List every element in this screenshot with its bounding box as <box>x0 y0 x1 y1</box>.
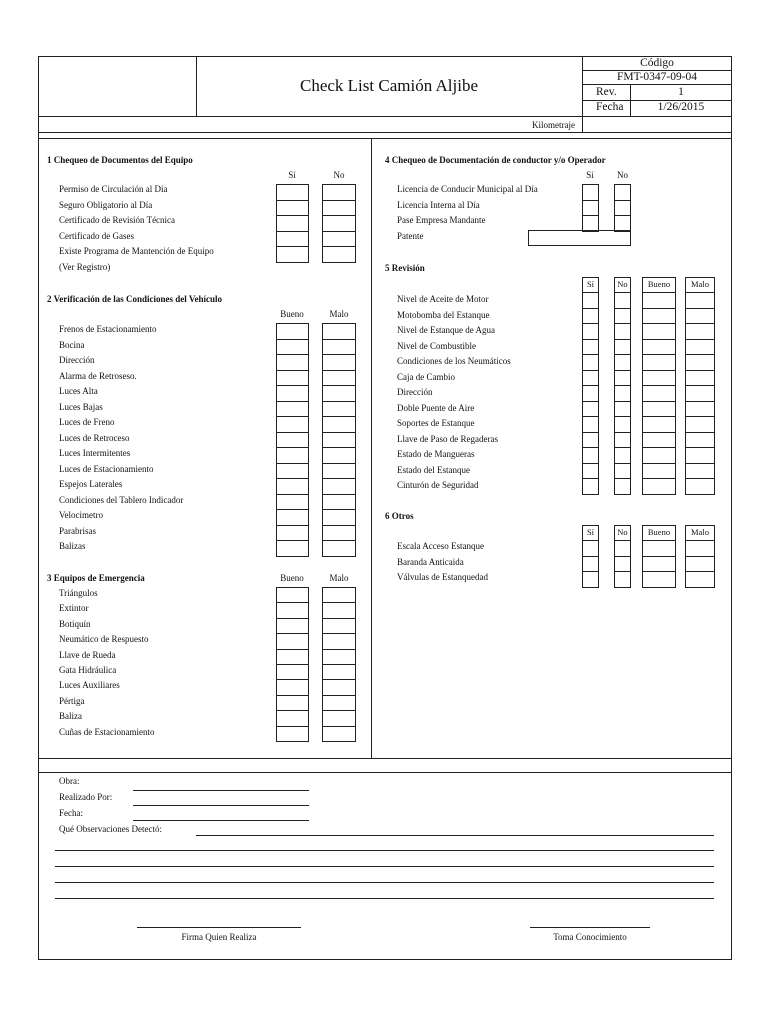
s3-item: Gata Hidráulica <box>59 665 117 675</box>
s3-bueno-checkbox[interactable] <box>276 710 309 726</box>
s2-bueno-checkbox[interactable] <box>276 354 309 371</box>
s1-item: Certificado de Revisión Técnica <box>59 215 176 225</box>
s6-no-checkbox[interactable] <box>614 556 631 573</box>
s1-si-checkbox[interactable] <box>276 246 309 263</box>
s5-bueno-checkbox[interactable] <box>642 339 676 356</box>
s5-no-checkbox[interactable] <box>614 323 631 340</box>
s5-bueno-checkbox[interactable] <box>642 401 676 418</box>
s3-malo-checkbox[interactable] <box>322 695 356 711</box>
s5-malo-checkbox[interactable] <box>685 308 715 325</box>
s2-item: Balizas <box>59 541 86 551</box>
s5-bueno-checkbox[interactable] <box>642 308 676 325</box>
s5-bueno-checkbox[interactable] <box>642 354 676 371</box>
s5-item: Cinturón de Seguridad <box>397 480 479 490</box>
s2-item: Bocina <box>59 339 85 350</box>
s5-si-checkbox[interactable] <box>582 292 599 309</box>
s6-bueno-checkbox[interactable] <box>642 556 676 573</box>
s5-malo-checkbox[interactable] <box>685 416 715 433</box>
s2-item: Velocimetro <box>59 510 103 520</box>
s5-bueno-checkbox[interactable] <box>642 447 676 464</box>
fecha-footer-label: Fecha: <box>59 808 83 818</box>
s5-no-checkbox[interactable] <box>614 401 631 418</box>
s5-item: Doble Puente de Aire <box>397 402 475 413</box>
firma-label: Firma Quien Realiza <box>181 932 257 942</box>
observaciones-line-5[interactable] <box>55 898 714 899</box>
s4-col-no: No <box>617 170 628 180</box>
s1-col-no: No <box>333 170 345 180</box>
section-1-title: 1 Chequeo de Documentos del Equipo <box>47 155 193 165</box>
s5-item: Estado de Mangueras <box>397 449 475 459</box>
s5-si-checkbox[interactable] <box>582 478 599 495</box>
s3-malo-checkbox[interactable] <box>322 649 356 665</box>
s2-malo-checkbox[interactable] <box>322 401 356 418</box>
s2-malo-checkbox[interactable] <box>322 416 356 433</box>
s1-no-checkbox[interactable] <box>322 215 356 232</box>
s2-malo-checkbox[interactable] <box>322 432 356 449</box>
s1-item: Existe Programa de Mantención de Equipo <box>59 246 214 256</box>
observaciones-line-4[interactable] <box>55 882 714 883</box>
s3-malo-checkbox[interactable] <box>322 618 356 634</box>
s5-no-checkbox[interactable] <box>614 478 631 495</box>
s5-malo-checkbox[interactable] <box>685 463 715 480</box>
s6-si-checkbox[interactable] <box>582 556 599 573</box>
s2-item: Luces de Freno <box>59 417 115 427</box>
kilometraje-divider <box>582 116 583 132</box>
body-top-rule <box>38 138 732 139</box>
kilometraje-label: Kilometraje <box>532 120 575 130</box>
s2-item: Luces de Retroceso <box>59 432 130 443</box>
s5-col-no: No <box>614 277 631 293</box>
toma-line[interactable] <box>530 927 650 928</box>
s3-item: Neumático de Respuesto <box>59 634 149 645</box>
s5-bueno-checkbox[interactable] <box>642 432 676 449</box>
s3-item: Baliza <box>59 711 82 722</box>
observaciones-label: Qué Observaciones Detectó: <box>59 824 162 834</box>
s1-item: Certificado de Gases <box>59 230 134 241</box>
s5-malo-checkbox[interactable] <box>685 432 715 449</box>
s6-malo-checkbox[interactable] <box>685 556 715 573</box>
s4-no-checkbox[interactable] <box>614 200 631 217</box>
s5-bueno-checkbox[interactable] <box>642 478 676 495</box>
s6-item: Escala Acceso Estanque <box>397 541 484 551</box>
s2-bueno-checkbox[interactable] <box>276 432 309 449</box>
s4-item: Pase Empresa Mandante <box>397 215 486 225</box>
s5-bueno-checkbox[interactable] <box>642 323 676 340</box>
s5-no-checkbox[interactable] <box>614 416 631 433</box>
s5-item: Caja de Cambio <box>397 371 455 382</box>
s5-no-checkbox[interactable] <box>614 432 631 449</box>
s2-bueno-checkbox[interactable] <box>276 478 309 495</box>
s4-item: Licencia de Conducir Municipal al Día <box>397 184 538 194</box>
s5-si-checkbox[interactable] <box>582 308 599 325</box>
s5-si-checkbox[interactable] <box>582 354 599 371</box>
s3-bueno-checkbox[interactable] <box>276 726 309 742</box>
s5-no-checkbox[interactable] <box>614 370 631 387</box>
s3-item: Pértiga <box>59 695 85 706</box>
section-6-title: 6 Otros <box>385 511 414 521</box>
observaciones-line-1[interactable] <box>196 835 714 836</box>
s4-si-checkbox[interactable] <box>582 200 599 217</box>
s3-bueno-checkbox[interactable] <box>276 664 309 680</box>
realizado-label: Realizado Por: <box>59 792 113 802</box>
s3-item: Luces Auxiliares <box>59 680 120 691</box>
s2-malo-checkbox[interactable] <box>322 354 356 371</box>
s3-item: Extintor <box>59 603 89 614</box>
s1-item: Seguro Obligatorio al Día <box>59 199 153 210</box>
s5-malo-checkbox[interactable] <box>685 292 715 309</box>
s5-bueno-checkbox[interactable] <box>642 370 676 387</box>
observaciones-line-3[interactable] <box>55 866 714 867</box>
s2-bueno-checkbox[interactable] <box>276 416 309 433</box>
s3-malo-checkbox[interactable] <box>322 679 356 695</box>
s5-si-checkbox[interactable] <box>582 432 599 449</box>
s5-item: Dirección <box>397 387 433 397</box>
s6-bueno-checkbox[interactable] <box>642 571 676 588</box>
column-divider <box>371 138 372 758</box>
s5-malo-checkbox[interactable] <box>685 339 715 356</box>
s1-si-checkbox[interactable] <box>276 215 309 232</box>
s2-col-malo: Malo <box>329 309 349 319</box>
codigo-label: Código <box>640 57 674 69</box>
s2-item: Luces Bajas <box>59 401 103 412</box>
s6-no-checkbox[interactable] <box>614 540 631 557</box>
s6-col-bueno: Bueno <box>642 525 676 541</box>
s3-bueno-checkbox[interactable] <box>276 618 309 634</box>
s1-item: Permiso de Circulación al Día <box>59 184 168 194</box>
s2-malo-checkbox[interactable] <box>322 447 356 464</box>
s5-item: Nivel de Estanque de Agua <box>397 325 495 335</box>
s5-si-checkbox[interactable] <box>582 339 599 356</box>
s5-item: Condiciones de los Neumáticos <box>397 356 511 366</box>
s2-malo-checkbox[interactable] <box>322 478 356 495</box>
s3-bueno-checkbox[interactable] <box>276 679 309 695</box>
body-bottom-rule <box>38 758 732 759</box>
s2-malo-checkbox[interactable] <box>322 385 356 402</box>
s5-malo-checkbox[interactable] <box>685 323 715 340</box>
s6-si-checkbox[interactable] <box>582 571 599 588</box>
s6-bueno-checkbox[interactable] <box>642 540 676 557</box>
firma-line[interactable] <box>137 927 301 928</box>
s2-malo-checkbox[interactable] <box>322 540 356 557</box>
s2-item: Luces de Estacionamiento <box>59 463 154 474</box>
obra-label: Obra: <box>59 776 80 786</box>
rev-label: Rev. <box>596 86 617 98</box>
section-2-title: 2 Verificación de las Condiciones del Vehículo <box>47 294 223 304</box>
s2-item: Frenos de Estacionamiento <box>59 324 157 334</box>
s6-item: Baranda Anticaida <box>397 556 464 567</box>
s5-col-malo: Malo <box>685 277 715 293</box>
s6-malo-checkbox[interactable] <box>685 571 715 588</box>
s1-col-si: Sí <box>288 170 296 180</box>
section-4-title: 4 Chequeo de Documentación de conductor y/o Operador <box>385 155 606 165</box>
s5-item: Soportes de Estanque <box>397 418 475 428</box>
s2-bueno-checkbox[interactable] <box>276 385 309 402</box>
footer-top-rule <box>38 772 732 773</box>
s3-malo-checkbox[interactable] <box>322 726 356 742</box>
s4-item: Licencia Interna al Día <box>397 199 480 210</box>
s5-si-checkbox[interactable] <box>582 463 599 480</box>
rev-value: 1 <box>678 86 684 98</box>
kilometraje-field[interactable] <box>584 117 730 131</box>
s5-malo-checkbox[interactable] <box>685 354 715 371</box>
s2-bueno-checkbox[interactable] <box>276 525 309 542</box>
s6-no-checkbox[interactable] <box>614 571 631 588</box>
s2-malo-checkbox[interactable] <box>322 323 356 340</box>
s3-bueno-checkbox[interactable] <box>276 602 309 618</box>
toma-label: Toma Conocimiento <box>553 932 627 942</box>
s1-no-checkbox[interactable] <box>322 200 356 217</box>
s3-item: Llave de Rueda <box>59 649 116 660</box>
s5-col-si: Sí <box>582 277 599 293</box>
s3-malo-checkbox[interactable] <box>322 602 356 618</box>
s2-bueno-checkbox[interactable] <box>276 509 309 526</box>
s3-item: Cuñas de Estacionamiento <box>59 726 155 737</box>
s5-no-checkbox[interactable] <box>614 339 631 356</box>
s6-col-no: No <box>614 525 631 541</box>
s6-malo-checkbox[interactable] <box>685 540 715 557</box>
s5-si-checkbox[interactable] <box>582 385 599 402</box>
s6-col-malo: Malo <box>685 525 715 541</box>
fecha-line-1[interactable] <box>133 805 309 806</box>
s2-malo-checkbox[interactable] <box>322 509 356 526</box>
s2-item: Alarma de Retroseso. <box>59 370 137 381</box>
s5-item: Llave de Paso de Regaderas <box>397 433 498 444</box>
s3-bueno-checkbox[interactable] <box>276 695 309 711</box>
s2-bueno-checkbox[interactable] <box>276 463 309 480</box>
s2-bueno-checkbox[interactable] <box>276 540 309 557</box>
s3-bueno-checkbox[interactable] <box>276 587 309 603</box>
s5-no-checkbox[interactable] <box>614 385 631 402</box>
s3-malo-checkbox[interactable] <box>322 710 356 726</box>
s3-malo-checkbox[interactable] <box>322 587 356 603</box>
section-3-title: 3 Equipos de Emergencia <box>47 573 145 583</box>
s5-no-checkbox[interactable] <box>614 354 631 371</box>
s2-item: Espejos Laterales <box>59 479 123 489</box>
s5-malo-checkbox[interactable] <box>685 447 715 464</box>
patente-field[interactable] <box>528 230 631 246</box>
s2-bueno-checkbox[interactable] <box>276 370 309 387</box>
s2-malo-checkbox[interactable] <box>322 525 356 542</box>
s5-bueno-checkbox[interactable] <box>642 416 676 433</box>
s5-no-checkbox[interactable] <box>614 292 631 309</box>
s3-bueno-checkbox[interactable] <box>276 649 309 665</box>
s3-col-malo: Malo <box>329 573 349 583</box>
s5-si-checkbox[interactable] <box>582 370 599 387</box>
s1-no-checkbox[interactable] <box>322 184 356 201</box>
s2-item: Parabrisas <box>59 525 96 536</box>
s5-bueno-checkbox[interactable] <box>642 463 676 480</box>
s3-malo-checkbox[interactable] <box>322 633 356 649</box>
s2-bueno-checkbox[interactable] <box>276 401 309 418</box>
kilometraje-rule <box>38 132 732 133</box>
fecha-line-2[interactable] <box>133 820 309 821</box>
s5-col-bueno: Bueno <box>642 277 676 293</box>
s4-no-checkbox[interactable] <box>614 184 631 201</box>
s3-item: Triángulos <box>59 588 98 598</box>
s5-item: Estado del Estanque <box>397 464 470 475</box>
page-title: Check List Camión Aljibe <box>299 76 478 95</box>
s5-malo-checkbox[interactable] <box>685 370 715 387</box>
s3-col-bueno: Bueno <box>280 573 304 583</box>
s2-malo-checkbox[interactable] <box>322 463 356 480</box>
s1-no-checkbox[interactable] <box>322 231 356 248</box>
s5-item: Motobomba del Estanque <box>397 309 490 320</box>
s2-item: Luces Alta <box>59 386 98 396</box>
s6-si-checkbox[interactable] <box>582 540 599 557</box>
s2-item: Dirección <box>59 355 95 365</box>
s5-bueno-checkbox[interactable] <box>642 292 676 309</box>
s5-no-checkbox[interactable] <box>614 447 631 464</box>
s2-malo-checkbox[interactable] <box>322 494 356 511</box>
fecha-value: 1/26/2015 <box>657 101 705 113</box>
s1-si-checkbox[interactable] <box>276 231 309 248</box>
s5-malo-checkbox[interactable] <box>685 478 715 495</box>
s1-item: (Ver Registro) <box>59 261 111 272</box>
realizado-line[interactable] <box>133 790 309 791</box>
s2-malo-checkbox[interactable] <box>322 339 356 356</box>
s3-bueno-checkbox[interactable] <box>276 633 309 649</box>
s5-si-checkbox[interactable] <box>582 416 599 433</box>
s2-item: Luces Intermitentes <box>59 448 131 458</box>
s5-item: Nivel de Combustible <box>397 340 476 351</box>
s2-item: Condiciones del Tablero Indicador <box>59 494 184 505</box>
s2-bueno-checkbox[interactable] <box>276 339 309 356</box>
s2-malo-checkbox[interactable] <box>322 370 356 387</box>
s1-si-checkbox[interactable] <box>276 200 309 217</box>
section-5-title: 5 Revisión <box>385 263 425 273</box>
s2-col-bueno: Bueno <box>280 309 304 319</box>
s5-no-checkbox[interactable] <box>614 308 631 325</box>
s5-si-checkbox[interactable] <box>582 401 599 418</box>
codigo-value: FMT-0347-09-04 <box>616 71 698 83</box>
s3-malo-checkbox[interactable] <box>322 664 356 680</box>
observaciones-line-2[interactable] <box>55 850 714 851</box>
s6-item: Válvulas de Estanquedad <box>397 572 488 582</box>
s2-bueno-checkbox[interactable] <box>276 323 309 340</box>
s5-si-checkbox[interactable] <box>582 323 599 340</box>
s6-col-si: Sí <box>582 525 599 541</box>
s4-si-checkbox[interactable] <box>582 184 599 201</box>
s5-bueno-checkbox[interactable] <box>642 385 676 402</box>
s4-col-si: Sí <box>586 170 594 180</box>
s5-malo-checkbox[interactable] <box>685 385 715 402</box>
s2-bueno-checkbox[interactable] <box>276 447 309 464</box>
s3-item: Botiquín <box>59 618 91 629</box>
fecha-label: Fecha <box>596 101 624 113</box>
s4-item: Patente <box>397 230 424 241</box>
s2-bueno-checkbox[interactable] <box>276 494 309 511</box>
s5-no-checkbox[interactable] <box>614 463 631 480</box>
s5-item: Nivel de Aceite de Motor <box>397 294 489 304</box>
s5-si-checkbox[interactable] <box>582 447 599 464</box>
s5-malo-checkbox[interactable] <box>685 401 715 418</box>
s1-no-checkbox[interactable] <box>322 246 356 263</box>
s1-si-checkbox[interactable] <box>276 184 309 201</box>
